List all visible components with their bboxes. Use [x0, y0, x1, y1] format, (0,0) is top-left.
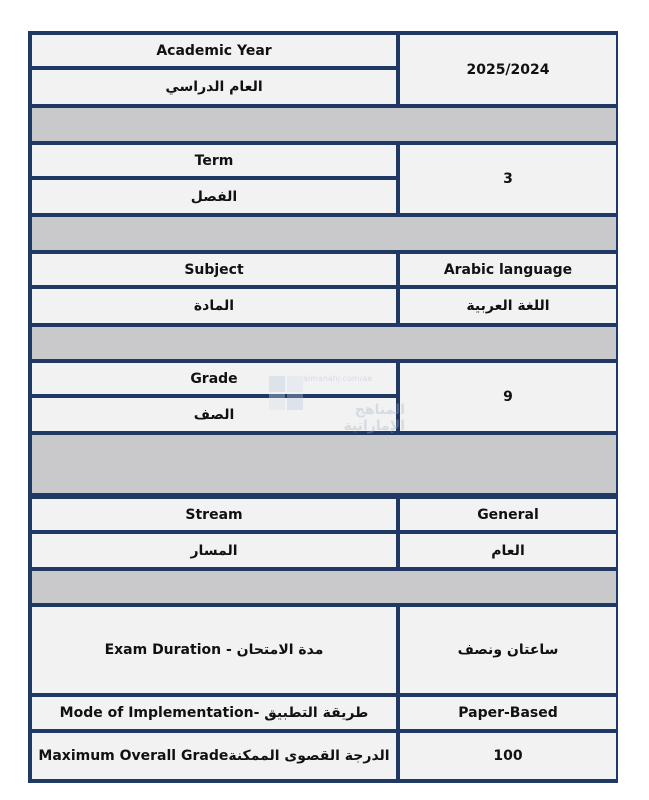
grade-label-en: Grade: [32, 363, 396, 394]
academic-year-value: 2025/2024: [400, 35, 616, 104]
stream-label-en: Stream: [32, 499, 396, 530]
term-label-en: Term: [32, 145, 396, 176]
max-grade-label: Maximum Overall Gradeالدرجة القصوى الممكنة: [32, 733, 396, 779]
stream-value-en: General: [400, 499, 616, 530]
watermark-title: المناهج الإماراتية: [343, 402, 405, 434]
mode-label: Mode of Implementation- طريقة التطبيق: [32, 697, 396, 729]
subject-label-ar: المادة: [32, 289, 396, 323]
academic-year-label-ar: العام الدراسي: [32, 70, 396, 104]
academic-year-label-en: Academic Year: [32, 35, 396, 66]
row-separator: [32, 217, 616, 250]
exam-duration-label: Exam Duration - مدة الامتحان: [32, 607, 396, 693]
row-separator: [32, 327, 616, 359]
exam-duration-value: ساعتان ونصف: [400, 607, 616, 693]
max-grade-value: 100: [400, 733, 616, 779]
term-label-ar: الفصل: [32, 180, 396, 213]
subject-label-en: Subject: [32, 254, 396, 285]
grade-label-ar: الصف: [32, 398, 396, 431]
row-separator: [32, 108, 616, 141]
subject-value-ar: اللغة العربية: [400, 289, 616, 323]
row-separator: [32, 571, 616, 603]
exam-info-table: [28, 31, 618, 783]
watermark-url: almanahj.com/ae: [303, 374, 373, 383]
stream-value-ar: العام: [400, 534, 616, 567]
mode-value: Paper-Based: [400, 697, 616, 729]
grade-value: 9: [400, 363, 616, 431]
term-value: 3: [400, 145, 616, 213]
subject-value-en: Arabic language: [400, 254, 616, 285]
row-separator: [32, 435, 616, 493]
stream-label-ar: المسار: [32, 534, 396, 567]
